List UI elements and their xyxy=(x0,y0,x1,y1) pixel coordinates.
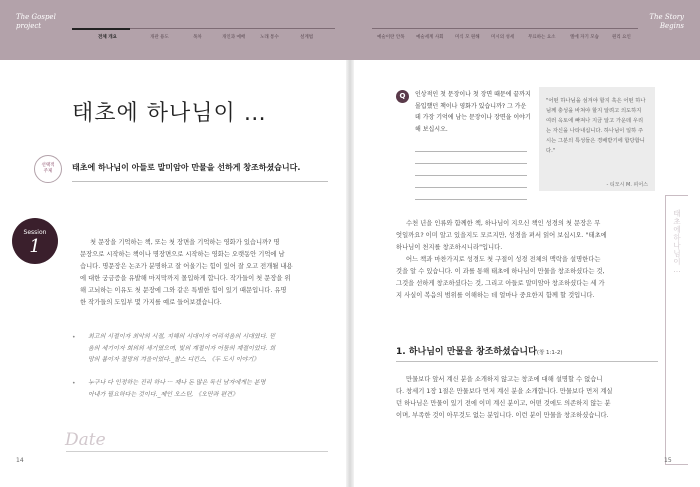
nav-item-1[interactable]: 전체 개요 xyxy=(98,35,117,40)
nav-item-8[interactable]: 예술세계 사회 xyxy=(416,35,444,40)
theme-statement: 태초에 하나님이 아들로 말미암아 만물을 선하게 창조하셨습니다. xyxy=(72,163,301,172)
page-title: 태초에 하나님이 … xyxy=(72,101,267,126)
answer-line[interactable] xyxy=(415,175,527,176)
page-number-right: 15 xyxy=(664,457,672,464)
nav-active-indicator xyxy=(72,28,130,30)
session-badge xyxy=(12,218,58,264)
body-line: 만물보다 앞서 계신 분을 소개하지 않고는 창조에 대해 설명할 수 없습니 xyxy=(406,376,603,383)
theme-badge-line-2: 주제 xyxy=(43,169,53,174)
answer-line[interactable] xyxy=(415,187,527,188)
intro-line: 문장으로 시작하는 책이나 명장면으로 시작하는 영화는 오랫동안 기억에 남 xyxy=(80,251,285,258)
theme-badge xyxy=(34,155,62,183)
nav-item-12[interactable]: 엘에 자기 모습 xyxy=(570,35,599,40)
body-line: 수천 년을 인류와 함께한 책, 하나님이 지으신 책인 성경의 첫 문장은 무 xyxy=(406,220,601,227)
right-paragraph-2 xyxy=(396,374,658,422)
theme-badge-line-1: 선택적 xyxy=(41,163,55,168)
nav-rule-left xyxy=(130,28,335,29)
section-heading-ref: (창 1:1-2) xyxy=(536,350,563,356)
answer-line[interactable] xyxy=(415,151,527,152)
body-line: 이며, 부족한 것이 아무것도 없는 분입니다. 이런 분이 만물을 창조하셨습니다. xyxy=(396,412,609,419)
session-number: 1 xyxy=(29,236,41,257)
page-number-left: 14 xyxy=(16,457,24,464)
intro-line: 해 고뇌하는 이유도 첫 문장에 그와 같은 특별한 힘이 있기 때문입니다. 유명 xyxy=(80,287,287,294)
quote-line: 최고의 시절이자 최악의 시절, 지혜의 시대이자 어리석음의 시대였다. 믿 xyxy=(88,333,276,340)
date-label: Date xyxy=(65,430,106,450)
nav-item-13[interactable]: 원리 요인 xyxy=(612,35,631,40)
body-line: 다. 창세기 1장 1절은 만물보다 먼저 계신 분을 소개합니다. 만물보다 먼저 계실 xyxy=(396,388,613,395)
date-line xyxy=(66,451,328,452)
quote-bullet: • xyxy=(72,334,76,341)
nav-item-10[interactable]: 미시의 성세 xyxy=(491,35,515,40)
nav-rule-right xyxy=(372,28,638,29)
nav-item-6[interactable]: 설계법 xyxy=(300,35,314,40)
question-text: 인상적인 첫 문장이나 첫 장면 때문에 끝까지 몰입했던 책이나 영화가 있습니까? 그 가운데 가장 기억에 남는 문장이나 장면을 이야기해 보십시오. xyxy=(415,91,531,133)
nav-item-5[interactable]: 노래 통수 xyxy=(260,35,279,40)
nav-item-2[interactable]: 개관 용도 xyxy=(150,35,169,40)
brand-left-line-1: The Gospel xyxy=(16,13,56,21)
answer-line[interactable] xyxy=(415,163,527,164)
nav-item-4[interactable]: 개인과 예배 xyxy=(222,35,246,40)
body-line: 하나님이 천지를 창조하시니라"입니다. xyxy=(396,244,503,251)
brand-right xyxy=(649,13,684,31)
intro-line: 에 대한 궁금증을 유발해 마지막까지 몰입하게 합니다. 작가들이 첫 문장을 위 xyxy=(80,275,291,282)
body-line: 지 사실이 복음의 범위를 이해하는 데 얼마나 중요한지 함께 할 것입니다. xyxy=(396,292,595,299)
quote-block-2 xyxy=(88,377,328,400)
brand-right-line-1: The Story xyxy=(649,13,684,21)
answer-line[interactable] xyxy=(415,199,527,200)
quote-block-1 xyxy=(88,331,328,366)
section-heading-text: 1. 하나님이 만물을 창조하셨습니다 xyxy=(396,347,537,357)
nav-item-11[interactable]: 무료하는 요소 xyxy=(528,35,556,40)
sidebar-quote: "어떤 하나님을 섬겨야 할지 혹은 어떤 하나님께 충성을 바쳐야 할지 알려고 의도하지 여러 옥토에 빠져나 지금 알고 가운데 우리는 자신을 나타내십니다. 하나님이 일하 주시는 그분의 특성들은 경배받기에 합당합니다." xyxy=(546,98,646,154)
body-line: 것을 알 수 있습니다. 이 과를 통해 태초에 하나님이 만물을 창조하셨다는 것, xyxy=(396,268,605,275)
session-label: Session xyxy=(23,229,47,236)
question-badge: Q xyxy=(396,90,409,103)
top-header-band xyxy=(0,0,700,60)
quote-line: 망의 봄이자 절망의 겨울이었다._찰스 디킨스, 《두 도시 이야기》 xyxy=(88,356,260,363)
brand-left xyxy=(16,13,56,31)
brand-right-line-2: Begins xyxy=(659,22,684,30)
body-line: 던 하나님은 만물이 있기 전에 이미 계신 분이고, 어떤 것에도 의존하지 않는 분 xyxy=(396,400,611,407)
nav-item-3[interactable]: 목차 xyxy=(193,35,202,40)
intro-line: 습니다. 명문장은 논조가 분명하고 잘 어울기는 힘이 있어 잘 오고 전개될 내용 xyxy=(80,263,293,270)
intro-paragraph xyxy=(80,237,330,309)
side-tab-label: 태초에 하나님이 … xyxy=(673,209,681,274)
body-line: 그것을 선하게 창조하셨다는 것, 그리고 아들로 말미암아 창조하셨다는 세 가 xyxy=(396,280,605,287)
brand-left-line-2: project xyxy=(16,22,42,30)
theme-divider xyxy=(72,181,328,182)
right-paragraph-1 xyxy=(396,218,658,302)
intro-line: 첫 문장을 기억하는 책, 또는 첫 장면을 기억하는 영화가 있습니까? 명 xyxy=(90,239,280,246)
section-heading-divider xyxy=(396,361,658,362)
quote-line: 음의 세기이자 회의의 세기였으며, 빛의 계절이자 어둠의 계절이었다. 희 xyxy=(88,344,276,352)
section-heading xyxy=(396,344,563,357)
intro-line: 한 작가들의 도입부 몇 가지를 예로 들어보겠습니다. xyxy=(80,299,222,306)
body-line: 어느 책과 마찬가지로 성경도 첫 구절이 성경 전체의 맥락을 설명한다는 xyxy=(406,256,601,263)
quote-line: 아내가 필요하다는 것이다._제인 오스틴, 《오만과 편견》 xyxy=(88,390,239,398)
nav-item-9[interactable]: 미식 모 원해 xyxy=(455,35,480,40)
body-line: 엇일까요? 이미 알고 있을지도 모르지만, 성경을 펴서 읽어 보십시오. "태초에 xyxy=(396,232,607,239)
nav-item-7[interactable]: 예술이란 안목 xyxy=(377,35,405,40)
quote-line: 누구나 다 인정하는 진리 하나 ··· 재나 돈 많은 독신 남자에게는 분명 xyxy=(88,379,266,386)
quote-bullet: • xyxy=(72,380,76,387)
book-spine xyxy=(346,60,354,487)
sidebar-citation: - 티모시 M. 피어스 xyxy=(606,182,648,188)
